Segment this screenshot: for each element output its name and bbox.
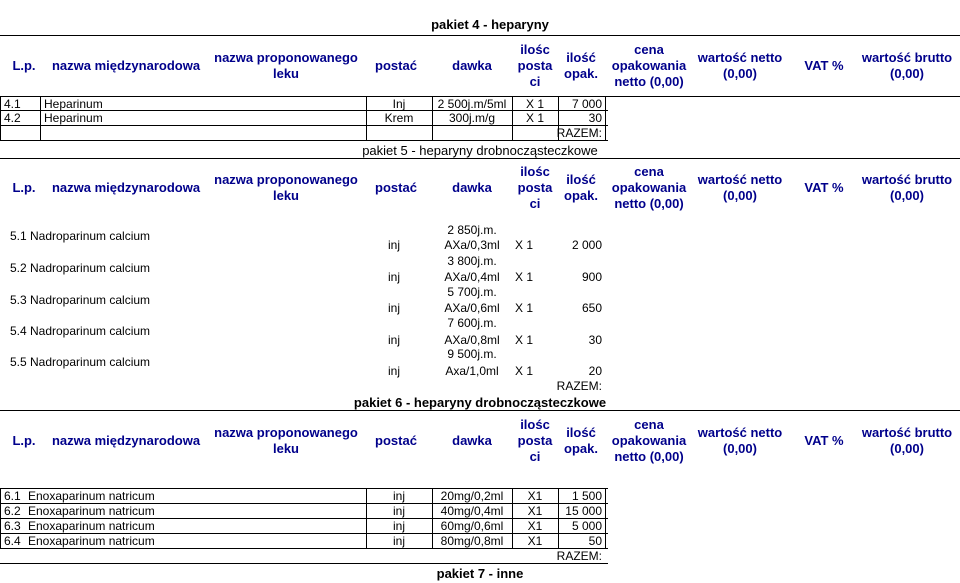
header-intl-name: nazwa międzynarodowa — [51, 180, 201, 195]
row-qty: 2 000 — [571, 238, 602, 252]
section6-razem: RAZEM: — [556, 549, 602, 563]
header-gross-value: wartość brutto (0,00) — [861, 425, 953, 456]
row-form: Krem — [384, 111, 414, 125]
row-dose: 300j.m/g — [448, 111, 496, 125]
row-name: Enoxaparinum natricum — [28, 519, 155, 533]
row-name: Enoxaparinum natricum — [28, 489, 155, 503]
section4-razem: RAZEM: — [556, 126, 602, 140]
header-gross-value: wartość brutto (0,00) — [861, 172, 953, 203]
header-proposed-name: nazwa proponowanego leku — [214, 172, 358, 203]
row-form: inj — [392, 489, 405, 503]
row-qty: 650 — [581, 301, 602, 315]
row-form: inj — [388, 364, 401, 378]
header-form: postać — [375, 433, 417, 448]
row-dose: 60mg/0,6ml — [440, 519, 504, 533]
row-name: Nadroparinum calcium — [30, 324, 151, 338]
row-form: inj — [388, 238, 401, 252]
row-qty: 1 500 — [571, 489, 602, 503]
row-lp: 5.4 — [10, 324, 27, 338]
row-lp: 5.3 — [10, 293, 27, 307]
row-dose: 20mg/0,2ml — [440, 489, 504, 503]
header-intl-name: nazwa międzynarodowa — [51, 58, 201, 73]
row-qty: 900 — [581, 270, 602, 284]
header-unit-price: cena opakowania netto (0,00) — [611, 42, 687, 89]
row-name: Enoxaparinum natricum — [28, 534, 155, 548]
row-form: inj — [388, 333, 401, 347]
row-lp: 6.4 — [4, 534, 21, 548]
header-pack-qty: ilość opak. — [564, 425, 598, 456]
row-form: inj — [388, 270, 401, 284]
row-qty: 20 — [588, 364, 602, 378]
row-name: Nadroparinum calcium — [30, 293, 151, 307]
row-name: Heparinum — [44, 111, 103, 125]
row-pack: X 1 — [515, 333, 534, 347]
header-proposed-name: nazwa proponowanego leku — [214, 425, 358, 456]
row-lp: 5.1 — [10, 229, 27, 243]
header-pack-qty: ilość opak. — [564, 50, 598, 81]
header-dose: dawka — [452, 433, 492, 448]
header-unit-price: cena opakowania netto (0,00) — [611, 164, 687, 211]
row-dose-line2: AXa/0,4ml — [444, 270, 500, 284]
row-pack: X 1 — [515, 270, 534, 284]
header-form: postać — [375, 180, 417, 195]
row-lp: 4.1 — [4, 97, 21, 111]
row-name: Nadroparinum calcium — [30, 229, 151, 243]
header-vat: VAT % — [804, 180, 844, 195]
header-intl-name: nazwa międzynarodowa — [51, 433, 201, 448]
header-dose: dawka — [452, 58, 492, 73]
header-gross-value: wartość brutto (0,00) — [861, 50, 953, 81]
row-lp: 6.2 — [4, 504, 21, 518]
header-net-value: wartość netto (0,00) — [697, 425, 783, 456]
row-qty: 15 000 — [565, 504, 602, 518]
header-qty: ilośc posta ci — [517, 417, 553, 464]
header-lp: L.p. — [12, 433, 36, 448]
row-form: inj — [392, 504, 405, 518]
section5-razem: RAZEM: — [556, 379, 602, 393]
row-dose-line1: 9 500j.m. — [447, 347, 497, 361]
header-unit-price: cena opakowania netto (0,00) — [611, 417, 687, 464]
row-lp: 4.2 — [4, 111, 21, 125]
row-pack: X1 — [527, 504, 543, 518]
row-pack: X 1 — [515, 301, 534, 315]
row-pack: X1 — [527, 534, 543, 548]
row-dose-line2: Axa/1,0ml — [445, 364, 499, 378]
row-dose-line1: 5 700j.m. — [447, 285, 497, 299]
row-form: inj — [392, 519, 405, 533]
row-dose-line2: AXa/0,8ml — [444, 333, 500, 347]
row-pack: X1 — [527, 519, 543, 533]
row-qty: 5 000 — [571, 519, 602, 533]
row-dose-line2: AXa/0,3ml — [444, 238, 500, 252]
row-dose: 2 500j.m/5ml — [437, 97, 507, 111]
header-proposed-name: nazwa proponowanego leku — [214, 50, 358, 81]
row-dose: 80mg/0,8ml — [440, 534, 504, 548]
row-qty: 30 — [588, 111, 602, 125]
row-dose-line1: 3 800j.m. — [447, 254, 497, 268]
row-qty: 30 — [588, 333, 602, 347]
row-qty: 50 — [588, 534, 602, 548]
row-pack: X 1 — [515, 238, 534, 252]
row-pack: X 1 — [525, 97, 544, 111]
header-qty: ilośc posta ci — [517, 164, 553, 211]
row-dose-line1: 7 600j.m. — [447, 316, 497, 330]
header-vat: VAT % — [804, 58, 844, 73]
header-vat: VAT % — [804, 433, 844, 448]
row-lp: 5.5 — [10, 355, 27, 369]
row-pack: X 1 — [515, 364, 534, 378]
section4-title: pakiet 4 - heparyny — [431, 17, 549, 32]
row-qty: 7 000 — [571, 97, 602, 111]
row-name: Nadroparinum calcium — [30, 261, 151, 275]
row-dose: 40mg/0,4ml — [440, 504, 504, 518]
row-pack: X 1 — [525, 111, 544, 125]
header-form: postać — [375, 58, 417, 73]
header-lp: L.p. — [12, 180, 36, 195]
row-form: inj — [392, 534, 405, 548]
row-name: Nadroparinum calcium — [30, 355, 151, 369]
section5-title: pakiet 5 - heparyny drobnocząsteczkowe — [362, 143, 598, 158]
header-net-value: wartość netto (0,00) — [697, 172, 783, 203]
row-lp: 5.2 — [10, 261, 27, 275]
row-pack: X1 — [527, 489, 543, 503]
row-dose-line2: AXa/0,6ml — [444, 301, 500, 315]
row-dose-line1: 2 850j.m. — [447, 223, 497, 237]
row-form: inj — [388, 301, 401, 315]
header-lp: L.p. — [12, 58, 36, 73]
section6-title: pakiet 6 - heparyny drobnocząsteczkowe — [353, 395, 607, 410]
header-net-value: wartość netto (0,00) — [697, 50, 783, 81]
row-name: Heparinum — [44, 97, 103, 111]
row-lp: 6.3 — [4, 519, 21, 533]
section7-title: pakiet 7 - inne — [436, 566, 524, 581]
row-lp: 6.1 — [4, 489, 21, 503]
header-qty: ilośc posta ci — [517, 42, 553, 89]
header-dose: dawka — [452, 180, 492, 195]
header-pack-qty: ilość opak. — [564, 172, 598, 203]
row-form: Inj — [392, 97, 406, 111]
row-name: Enoxaparinum natricum — [28, 504, 155, 518]
